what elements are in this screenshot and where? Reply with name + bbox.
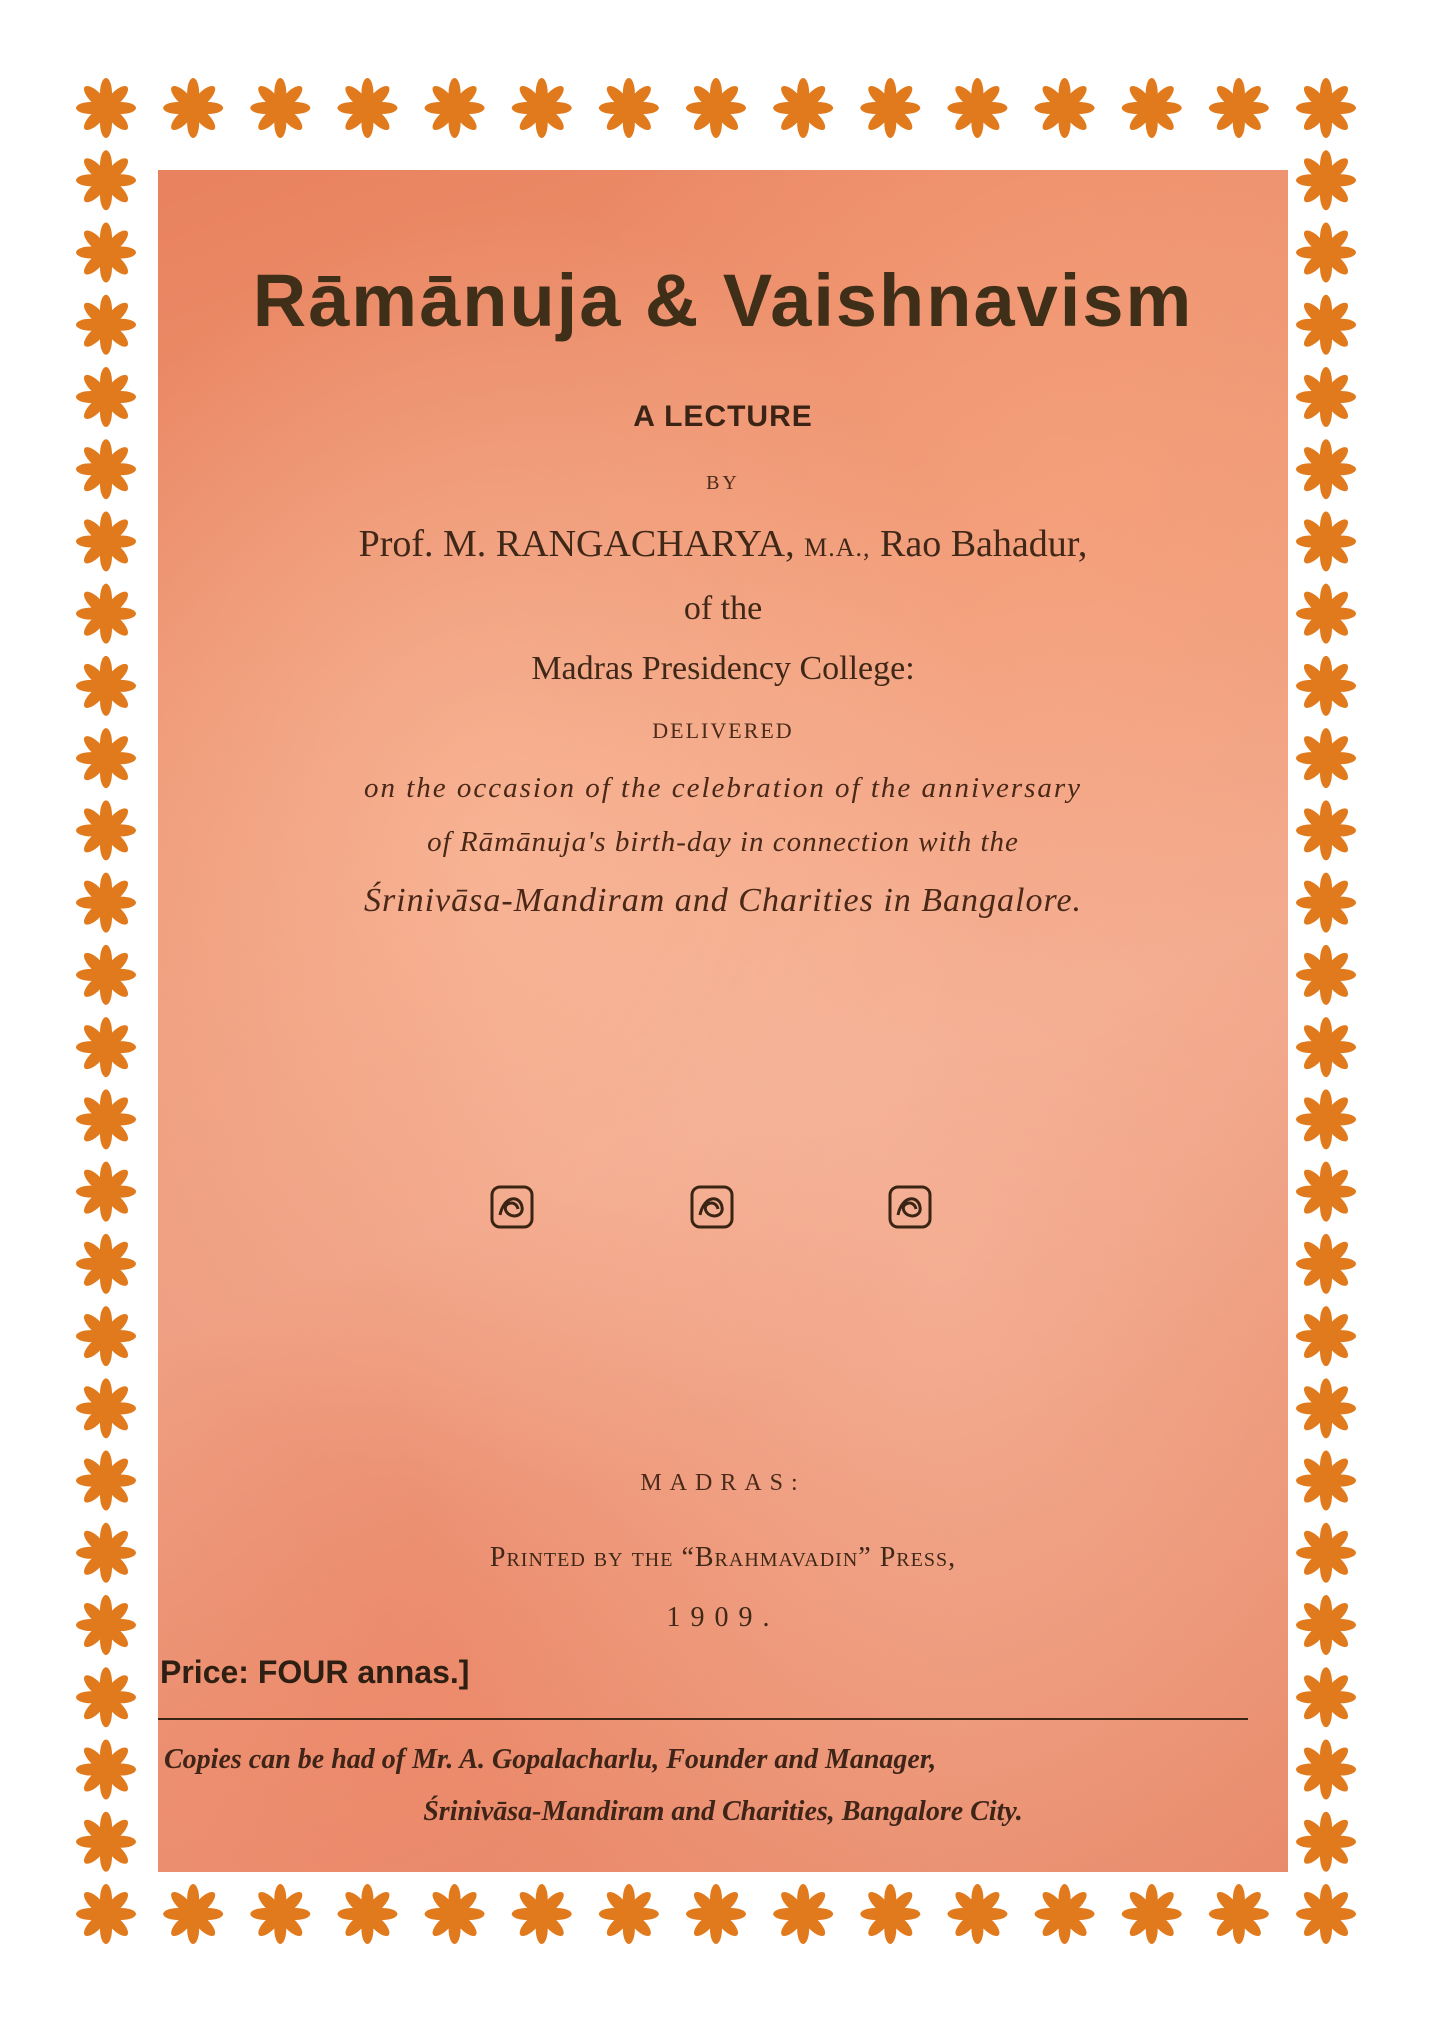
asterisk-flower-icon xyxy=(1296,1306,1356,1366)
asterisk-flower-icon xyxy=(599,1884,659,1944)
author-line xyxy=(158,522,1288,566)
asterisk-flower-icon xyxy=(599,78,659,138)
publication-year: 1909. xyxy=(666,1602,780,1633)
author-title: Rao Bahadur, xyxy=(879,523,1088,565)
publication-place: MADRAS: xyxy=(640,1470,806,1496)
asterisk-flower-icon xyxy=(1296,1017,1356,1077)
asterisk-flower-icon xyxy=(76,150,136,210)
author-degree: M.A., xyxy=(804,533,871,562)
author-name: Prof. M. RANGACHARYA, xyxy=(358,523,795,565)
book-cover xyxy=(158,170,1288,1872)
asterisk-flower-icon xyxy=(76,367,136,427)
asterisk-flower-icon xyxy=(1035,78,1095,138)
asterisk-flower-icon xyxy=(76,584,136,644)
asterisk-flower-icon xyxy=(1296,511,1356,571)
delivered-label: DELIVERED xyxy=(652,718,794,743)
by-label: BY xyxy=(706,472,740,494)
ornament-row xyxy=(158,1185,1288,1245)
asterisk-flower-icon xyxy=(425,78,485,138)
asterisk-flower-icon xyxy=(1296,1162,1356,1222)
floral-ornament-icon xyxy=(888,1185,932,1229)
asterisk-flower-icon xyxy=(425,1884,485,1944)
asterisk-flower-icon xyxy=(76,1740,136,1800)
asterisk-flower-icon xyxy=(1296,1595,1356,1655)
asterisk-flower-icon xyxy=(76,1234,136,1294)
asterisk-flower-icon xyxy=(1296,1740,1356,1800)
asterisk-flower-icon xyxy=(76,1089,136,1149)
asterisk-flower-icon xyxy=(337,1884,397,1944)
asterisk-flower-icon xyxy=(76,439,136,499)
occasion-line-2: of Rāmānuja's birth-day in connection with the xyxy=(427,826,1019,858)
asterisk-flower-icon xyxy=(1296,439,1356,499)
asterisk-flower-icon xyxy=(76,1451,136,1511)
asterisk-flower-icon xyxy=(1296,367,1356,427)
asterisk-flower-icon xyxy=(1296,584,1356,644)
occasion-line-3: Śrinivāsa-Mandiram and Charities in Bangalore. xyxy=(363,882,1083,919)
asterisk-flower-icon xyxy=(1296,150,1356,210)
asterisk-flower-icon xyxy=(163,78,223,138)
college-name: Madras Presidency College: xyxy=(531,650,915,687)
asterisk-flower-icon xyxy=(1296,295,1356,355)
floral-ornament-icon xyxy=(690,1185,734,1229)
asterisk-flower-icon xyxy=(76,1523,136,1583)
divider-rule xyxy=(158,1718,1248,1720)
asterisk-flower-icon xyxy=(76,511,136,571)
asterisk-flower-icon xyxy=(76,1017,136,1077)
asterisk-flower-icon xyxy=(76,295,136,355)
asterisk-flower-icon xyxy=(1296,1884,1356,1944)
asterisk-flower-icon xyxy=(1296,1234,1356,1294)
asterisk-flower-icon xyxy=(947,78,1007,138)
copies-line-2: Śrinivāsa-Mandiram and Charities, Bangalore City. xyxy=(423,1796,1023,1827)
asterisk-flower-icon xyxy=(76,78,136,138)
asterisk-flower-icon xyxy=(1122,78,1182,138)
asterisk-flower-icon xyxy=(1209,1884,1269,1944)
copies-line-1: Copies can be had of Mr. A. Gopalacharlu, Founder and Manager, xyxy=(164,1744,937,1775)
asterisk-flower-icon xyxy=(686,78,746,138)
asterisk-flower-icon xyxy=(76,1884,136,1944)
occasion-line-1: on the occasion of the celebration of the anniversary xyxy=(363,772,1083,804)
asterisk-flower-icon xyxy=(860,1884,920,1944)
printer-line: Printed by the “Brahmavadin” Press, xyxy=(489,1542,957,1573)
asterisk-flower-icon xyxy=(1296,1089,1356,1149)
asterisk-flower-icon xyxy=(686,1884,746,1944)
asterisk-flower-icon xyxy=(1296,222,1356,282)
asterisk-flower-icon xyxy=(76,1812,136,1872)
asterisk-flower-icon xyxy=(76,873,136,933)
asterisk-flower-icon xyxy=(773,78,833,138)
asterisk-flower-icon xyxy=(1296,1451,1356,1511)
asterisk-flower-icon xyxy=(860,78,920,138)
asterisk-flower-icon xyxy=(163,1884,223,1944)
asterisk-flower-icon xyxy=(76,800,136,860)
asterisk-flower-icon xyxy=(76,1667,136,1727)
asterisk-flower-icon xyxy=(76,656,136,716)
asterisk-flower-icon xyxy=(1122,1884,1182,1944)
asterisk-flower-icon xyxy=(1296,656,1356,716)
asterisk-flower-icon xyxy=(250,1884,310,1944)
asterisk-flower-icon xyxy=(1296,1667,1356,1727)
book-title: Rāmānuja & Vaishnavism xyxy=(252,259,1194,342)
asterisk-flower-icon xyxy=(76,1306,136,1366)
price-line: Price: FOUR annas.] xyxy=(160,1654,470,1690)
asterisk-flower-icon xyxy=(512,78,572,138)
asterisk-flower-icon xyxy=(1296,1378,1356,1438)
asterisk-flower-icon xyxy=(1296,945,1356,1005)
asterisk-flower-icon xyxy=(250,78,310,138)
asterisk-flower-icon xyxy=(1296,800,1356,860)
asterisk-flower-icon xyxy=(1296,1523,1356,1583)
asterisk-flower-icon xyxy=(337,78,397,138)
asterisk-flower-icon xyxy=(76,1378,136,1438)
asterisk-flower-icon xyxy=(1296,728,1356,788)
asterisk-flower-icon xyxy=(1035,1884,1095,1944)
asterisk-flower-icon xyxy=(76,1162,136,1222)
asterisk-flower-icon xyxy=(773,1884,833,1944)
asterisk-flower-icon xyxy=(76,222,136,282)
asterisk-flower-icon xyxy=(76,728,136,788)
of-the-label: of the xyxy=(683,590,763,627)
asterisk-flower-icon xyxy=(1296,78,1356,138)
asterisk-flower-icon xyxy=(76,945,136,1005)
subtitle: A LECTURE xyxy=(633,400,813,433)
asterisk-flower-icon xyxy=(1209,78,1269,138)
floral-ornament-icon xyxy=(490,1185,534,1229)
asterisk-flower-icon xyxy=(1296,873,1356,933)
asterisk-flower-icon xyxy=(1296,1812,1356,1872)
asterisk-flower-icon xyxy=(512,1884,572,1944)
asterisk-flower-icon xyxy=(76,1595,136,1655)
asterisk-flower-icon xyxy=(947,1884,1007,1944)
